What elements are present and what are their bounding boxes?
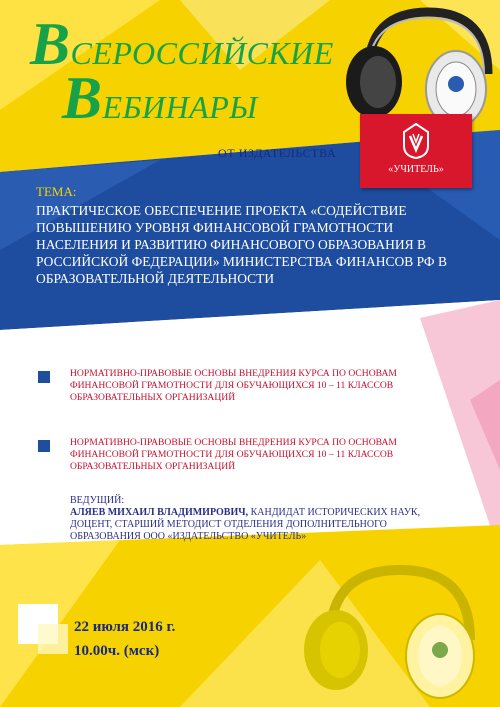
topic-text: ПРАКТИЧЕСКОЕ ОБЕСПЕЧЕНИЕ ПРОЕКТА «СОДЕЙСТВИЕ ПОВЫШЕНИЮ УРОВНЯ ФИНАНСОВОЙ ГРАМОТНОСТИ НАСЕЛЕНИЯ И РАЗВИТИЮ ФИНАНСОВОГО ОБРАЗОВАНИЯ В РОССИЙСКОЙ ФЕДЕРАЦИИ» МИНИСТЕРСТВА ФИНАНСОВ РФ В ОБРАЗОВАТЕЛЬНОЙ ДЕЯТЕЛЬНОСТИ <box>36 203 447 286</box>
title-line-1-rest: СЕРОССИЙСКИЕ <box>70 35 334 71</box>
publisher-logo-text: «УЧИТЕЛЬ» <box>388 164 444 175</box>
webinar-date: 22 июля 2016 г. <box>74 619 176 635</box>
title-line-1-initial: В <box>30 11 71 77</box>
webinar-time: 10.00ч. (мск) <box>74 643 160 659</box>
title-line-2-initial: В <box>62 65 103 131</box>
program-item: НОРМАТИВНО-ПРАВОВЫЕ ОСНОВЫ ВНЕДРЕНИЯ КУРСА ПО ОСНОВАМ ФИНАНСОВОЙ ГРАМОТНОСТИ ДЛЯ ОБУЧАЮЩИХСЯ 10 – 11 КЛАССОВ ОБРАЗОВАТЕЛЬНЫХ ОРГАНИЗАЦИЙ <box>70 437 397 472</box>
title-line-2 <box>62 65 258 131</box>
bullet-square-icon <box>38 440 50 452</box>
program-item: НОРМАТИВНО-ПРАВОВЫЕ ОСНОВЫ ВНЕДРЕНИЯ КУРСА ПО ОСНОВАМ ФИНАНСОВОЙ ГРАМОТНОСТИ ДЛЯ ОБУЧАЮЩИХСЯ 10 – 11 КЛАССОВ ОБРАЗОВАТЕЛЬНЫХ ОРГАНИЗАЦИЙ <box>70 368 397 403</box>
host-name: АЛЯЕВ МИХАИЛ ВЛАДИМИРОВИЧ, <box>70 507 249 518</box>
host-details: КАНДИДАТ ИСТОРИЧЕСКИХ НАУК, ДОЦЕНТ, СТАРШИЙ МЕТОДИСТ ОТДЕЛЕНИЯ ДОПОЛНИТЕЛЬНОГО ОБРАЗОВАНИЯ ООО «ИЗДАТЕЛЬСТВО «УЧИТЕЛЬ» <box>70 507 421 542</box>
topic-label: ТЕМА: <box>36 184 77 199</box>
host-label: ВЕДУЩИЙ: <box>70 495 125 506</box>
publisher-logo-icon <box>400 122 432 160</box>
headphones-icon <box>290 560 490 707</box>
publisher-from-label: ОТ ИЗДАТЕЛЬСТВА <box>218 146 337 160</box>
bullet-square-icon <box>38 371 50 383</box>
host-block <box>70 495 460 543</box>
title-line-2-rest: ЕБИНАРЫ <box>102 89 258 125</box>
publisher-logo <box>360 114 472 188</box>
